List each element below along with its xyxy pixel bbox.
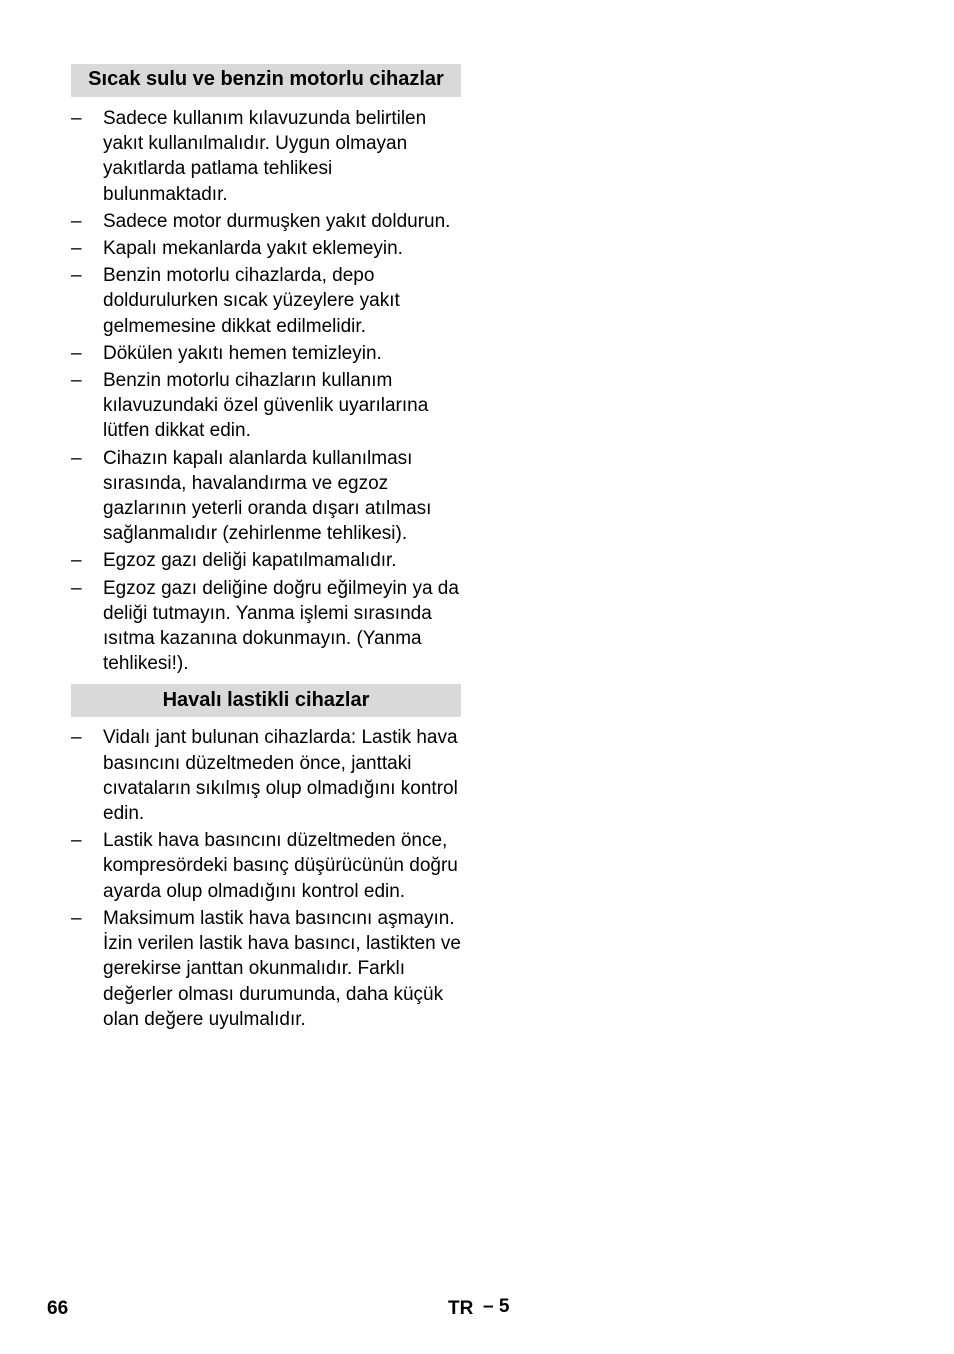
bullet-list-hot-water [71, 106, 461, 676]
list-item [71, 263, 461, 339]
dash-bullet: – [71, 342, 82, 364]
list-item [71, 548, 461, 573]
list-item-text: Lastik hava basıncını düzeltmeden önce, kompresördeki basınç düşürücünün doğru ayarda olup olmadığını kontrol edin. [103, 830, 458, 902]
list-item [71, 236, 461, 261]
list-item [71, 341, 461, 366]
dash-bullet: – [71, 727, 82, 749]
list-item [71, 576, 461, 677]
footer-page-number: 66 [47, 1298, 69, 1319]
list-item-text: Egzoz gazı deliği kapatılmamalıdır. [103, 550, 397, 572]
dash-bullet: – [71, 830, 82, 852]
list-item [71, 368, 461, 444]
document-column [71, 64, 461, 1034]
list-item-text: Dökülen yakıtı hemen temizleyin. [103, 342, 382, 364]
dash-bullet: – [71, 265, 82, 287]
list-item-text: Benzin motorlu cihazların kullanım kılavuzundaki özel güvenlik uyarılarına lütfen dikkat edin. [103, 370, 429, 442]
list-item-text: Sadece motor durmuşken yakıt doldurun. [103, 210, 451, 232]
list-item [71, 828, 461, 904]
footer-language-code: TR [448, 1298, 474, 1319]
list-item [71, 725, 461, 826]
list-item [71, 209, 461, 234]
dash-bullet: – [71, 550, 82, 572]
list-item-text: Maksimum lastik hava basıncını aşmayın. İzin verilen lastik hava basıncı, lastikten ve gerekirse janttan okunmalıdır. Farklı değerler olması durumunda, daha küçük olan değere uyulmalıdır. [103, 907, 462, 1030]
list-item-text: Kapalı mekanlarda yakıt eklemeyin. [103, 238, 403, 260]
section-heading-pneumatic-tyres: Havalı lastikli cihazlar [71, 684, 461, 717]
list-item [71, 106, 461, 207]
list-item-text: Benzin motorlu cihazlarda, depo doldurulurken sıcak yüzeylere yakıt gelmemesine dikkat edilmelidir. [103, 265, 400, 337]
dash-bullet: – [71, 907, 82, 929]
list-item-text: Egzoz gazı deliğine doğru eğilmeyin ya da deliği tutmayın. Yanma işlemi sırasında ısıtma kazanına dokunmayın. (Yanma tehlikesi!). [103, 577, 459, 675]
dash-bullet: – [71, 370, 82, 392]
dash-bullet: – [71, 108, 82, 129]
footer-sub-page: – 5 [483, 1296, 510, 1317]
list-item-text: Vidalı jant bulunan cihazlarda: Lastik hava basıncını düzeltmeden önce, janttaki cıvataların sıkılmış olup olmadığını kontrol edin. [103, 727, 458, 825]
section-heading-hot-water: Sıcak sulu ve benzin motorlu cihazlar [71, 64, 461, 97]
dash-bullet: – [71, 238, 82, 260]
bullet-list-pneumatic-tyres [71, 725, 461, 1031]
list-item-text: Cihazın kapalı alanlarda kullanılması sırasında, havalandırma ve egzoz gazlarının yeterli oranda dışarı atılması sağlanmalıdır (zehirlenme tehlikesi). [103, 447, 432, 545]
list-item [71, 446, 461, 547]
dash-bullet: – [71, 447, 82, 469]
dash-bullet: – [71, 577, 82, 599]
list-item-text: Sadece kullanım kılavuzunda belirtilen yakıt kullanılmalıdır. Uygun olmayan yakıtlarda patlama tehlikesi bulunmaktadır. [103, 108, 427, 205]
dash-bullet: – [71, 210, 82, 232]
list-item [71, 906, 461, 1032]
